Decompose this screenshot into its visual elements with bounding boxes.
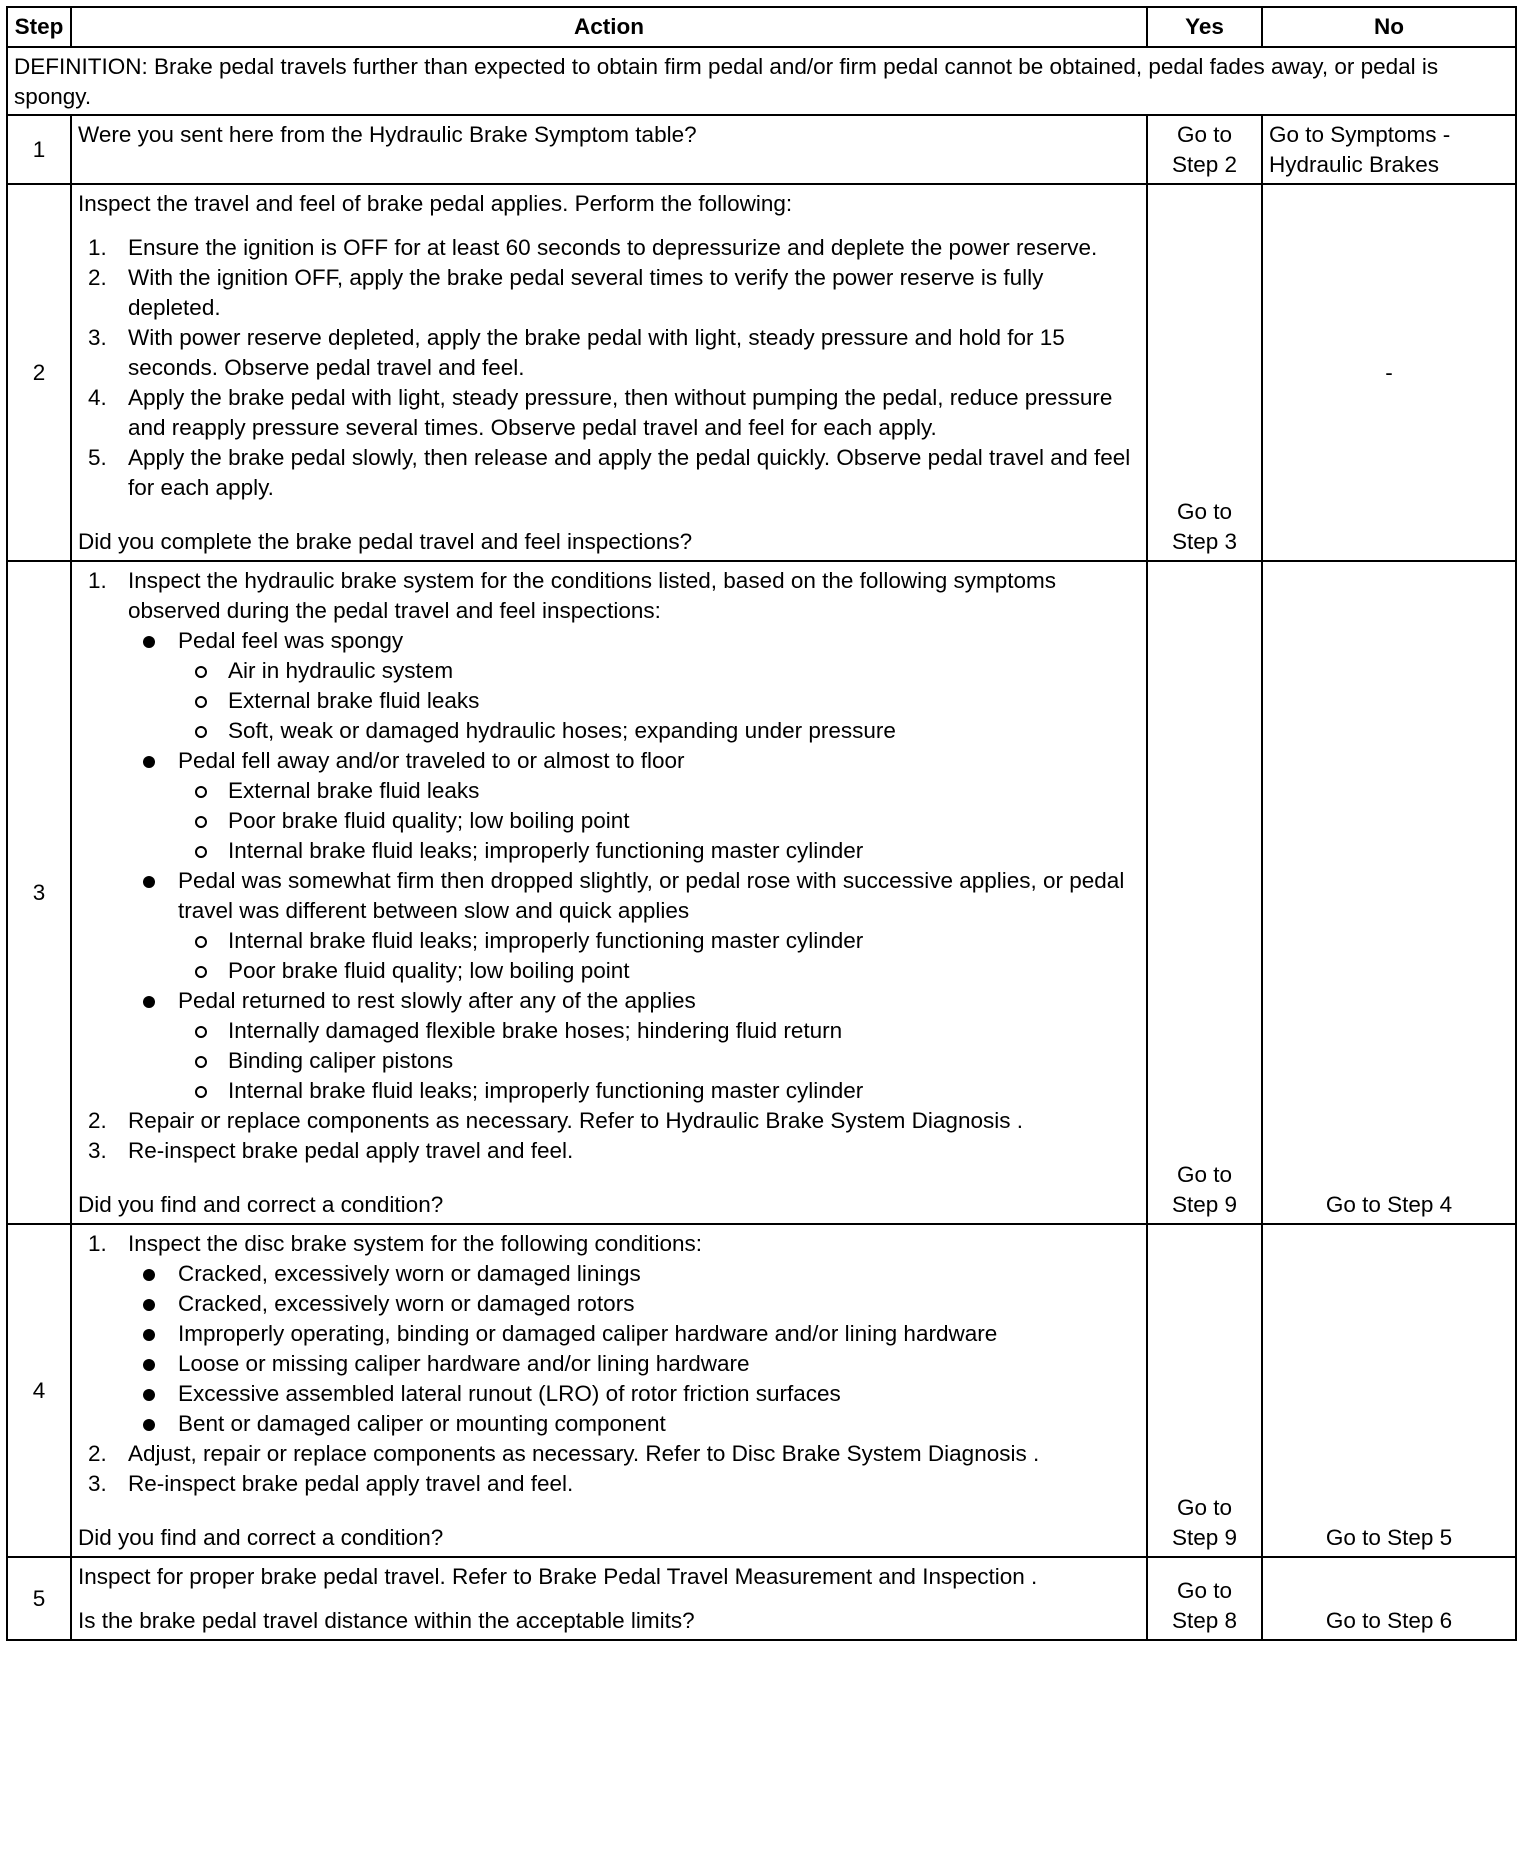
circle-bullet-icon [195,1056,207,1068]
bullet-icon [143,1299,155,1311]
no-cell: Go to Step 4 [1262,561,1516,1224]
list-item: Internal brake fluid leaks; improperly functioning master cylinder [178,1076,1140,1106]
header-no: No [1262,7,1516,47]
procedure-list [78,566,1140,626]
list-item: 2. Repair or replace components as necessary. Refer to Hydraulic Brake System Diagnosis . [88,1108,1023,1133]
procedure-list [78,1229,1140,1259]
no-line: Go to Symptoms - [1269,122,1451,147]
procedure-list [78,233,1140,503]
yes-cell [1147,561,1262,1224]
list-item: Excessive assembled lateral runout (LRO) of rotor friction surfaces [128,1379,1140,1409]
yes-cell [1147,184,1262,561]
action-cell [71,1557,1147,1640]
condition-list [78,1259,1140,1439]
list-item: Internal brake fluid leaks; improperly functioning master cylinder [178,926,1140,956]
list-item: 4. Apply the brake pedal with light, steady pressure, then without pumping the pedal, reduce pressure and reapply pressure several times. Observe pedal travel and feel for each apply. [88,385,1113,440]
list-item: Pedal fell away and/or traveled to or almost to floor External brake fluid leaks Poor brake fluid quality; low boiling point Internal brake fluid leaks; improperly functioning master cylinder [128,746,1140,866]
list-item: Internally damaged flexible brake hoses; hindering fluid return [178,1016,1140,1046]
list-item: Improperly operating, binding or damaged caliper hardware and/or lining hardware [128,1319,1140,1349]
list-item: Poor brake fluid quality; low boiling point [178,806,1140,836]
circle-bullet-icon [195,816,207,828]
action-cell [71,1224,1147,1557]
yes-line: Step 8 [1171,1608,1238,1633]
step-number: 5 [7,1557,71,1640]
bullet-icon [143,756,155,768]
bullet-icon [143,1269,155,1281]
list-item: 1. Inspect the disc brake system for the following conditions: [88,1231,703,1256]
action-question: Did you complete the brake pedal travel and feel inspections? [78,529,693,554]
list-item: Air in hydraulic system [178,656,1140,686]
bullet-icon [143,636,155,648]
list-item: Soft, weak or damaged hydraulic hoses; expanding under pressure [178,716,1140,746]
circle-bullet-icon [195,666,207,678]
list-item: 3. With power reserve depleted, apply the brake pedal with light, steady pressure and hold for 15 seconds. Observe pedal travel and feel. [88,325,1065,380]
list-item: Pedal returned to rest slowly after any of the applies Internally damaged flexible brake hoses; hindering fluid return Binding caliper pistons Internal brake fluid leaks; improperly functioning master cylinder [128,986,1140,1106]
no-cell: Go to Step 6 [1262,1557,1516,1640]
bullet-icon [143,1359,155,1371]
symptom-list [78,626,1140,1106]
no-cell [1262,115,1516,184]
procedure-list [78,1439,1140,1499]
yes-cell [1147,1224,1262,1557]
step-number: 1 [7,115,71,184]
no-line: Hydraulic Brakes [1269,152,1440,177]
circle-bullet-icon [195,846,207,858]
circle-bullet-icon [195,966,207,978]
list-item: Cracked, excessively worn or damaged rotors [128,1289,1140,1319]
circle-bullet-icon [195,936,207,948]
action-question: Did you find and correct a condition? [78,1192,444,1217]
action-question: Did you find and correct a condition? [78,1525,444,1550]
bullet-icon [143,1329,155,1341]
list-item: Poor brake fluid quality; low boiling point [178,956,1140,986]
yes-line: Go to [1176,1495,1233,1520]
list-item: Loose or missing caliper hardware and/or lining hardware [128,1349,1140,1379]
list-item: 2. Adjust, repair or replace components as necessary. Refer to Disc Brake System Diagnosis . [88,1441,1040,1466]
step-row-4 [7,1224,1516,1557]
list-item: 1. Inspect the hydraulic brake system for the conditions listed, based on the following symptoms observed during the pedal travel and feel inspections: [88,568,1056,623]
yes-cell [1147,1557,1262,1640]
bullet-icon [143,1419,155,1431]
action-cell [71,184,1147,561]
list-item: 3. Re-inspect brake pedal apply travel and feel. [88,1471,574,1496]
header-yes: Yes [1147,7,1262,47]
no-cell: - [1262,184,1516,561]
list-item: 3. Re-inspect brake pedal apply travel and feel. [88,1138,574,1163]
procedure-list [78,1106,1140,1166]
bullet-icon [143,1389,155,1401]
action-question: Were you sent here from the Hydraulic Brake Symptom table? [78,122,697,147]
list-item: 2. With the ignition OFF, apply the brake pedal several times to verify the power reserve is fully depleted. [88,265,1044,320]
definition-text: DEFINITION: Brake pedal travels further than expected to obtain firm pedal and/or firm pedal cannot be obtained, pedal fades away, or pedal is spongy. [7,47,1516,115]
bullet-icon [143,996,155,1008]
step-row-5 [7,1557,1516,1640]
list-item: Pedal was somewhat firm then dropped slightly, or pedal rose with successive applies, or pedal travel was different between slow and quick applies Internal brake fluid leaks; improperly functioning master cylinder Poor brake fluid quality; low boiling point [128,866,1140,986]
yes-line: Step 9 [1171,1525,1238,1550]
action-intro: Inspect the travel and feel of brake pedal applies. Perform the following: [78,191,793,216]
diagnostic-table [6,6,1517,1641]
list-item: 1. Ensure the ignition is OFF for at least 60 seconds to depressurize and deplete the power reserve. [88,235,1098,260]
yes-line: Go to [1176,122,1233,147]
yes-line: Step 3 [1171,529,1238,554]
circle-bullet-icon [195,726,207,738]
action-intro: Inspect for proper brake pedal travel. Refer to Brake Pedal Travel Measurement and Inspection . [78,1564,1038,1589]
no-cell: Go to Step 5 [1262,1224,1516,1557]
step-number: 3 [7,561,71,1224]
list-item: Binding caliper pistons [178,1046,1140,1076]
yes-line: Go to [1176,499,1233,524]
step-row-3 [7,561,1516,1224]
step-row-2 [7,184,1516,561]
header-step: Step [7,7,71,47]
step-number: 4 [7,1224,71,1557]
list-item: External brake fluid leaks [178,686,1140,716]
yes-line: Go to [1176,1162,1233,1187]
action-cell [71,561,1147,1224]
step-row-1 [7,115,1516,184]
circle-bullet-icon [195,696,207,708]
list-item: Bent or damaged caliper or mounting component [128,1409,1140,1439]
list-item: Internal brake fluid leaks; improperly functioning master cylinder [178,836,1140,866]
circle-bullet-icon [195,1086,207,1098]
bullet-icon [143,876,155,888]
action-question: Is the brake pedal travel distance within the acceptable limits? [78,1608,695,1633]
list-item: Pedal feel was spongy Air in hydraulic system External brake fluid leaks Soft, weak or damaged hydraulic hoses; expanding under pressure [128,626,1140,746]
header-row [7,7,1516,47]
yes-line: Go to [1176,1578,1233,1603]
yes-line: Step 9 [1171,1192,1238,1217]
yes-line: Step 2 [1171,152,1238,177]
list-item: Cracked, excessively worn or damaged linings [128,1259,1140,1289]
list-item: External brake fluid leaks [178,776,1140,806]
circle-bullet-icon [195,1026,207,1038]
header-action: Action [71,7,1147,47]
definition-row [7,47,1516,115]
list-item: 5. Apply the brake pedal slowly, then release and apply the pedal quickly. Observe pedal travel and feel for each apply. [88,445,1131,500]
action-cell [71,115,1147,184]
circle-bullet-icon [195,786,207,798]
yes-cell [1147,115,1262,184]
step-number: 2 [7,184,71,561]
